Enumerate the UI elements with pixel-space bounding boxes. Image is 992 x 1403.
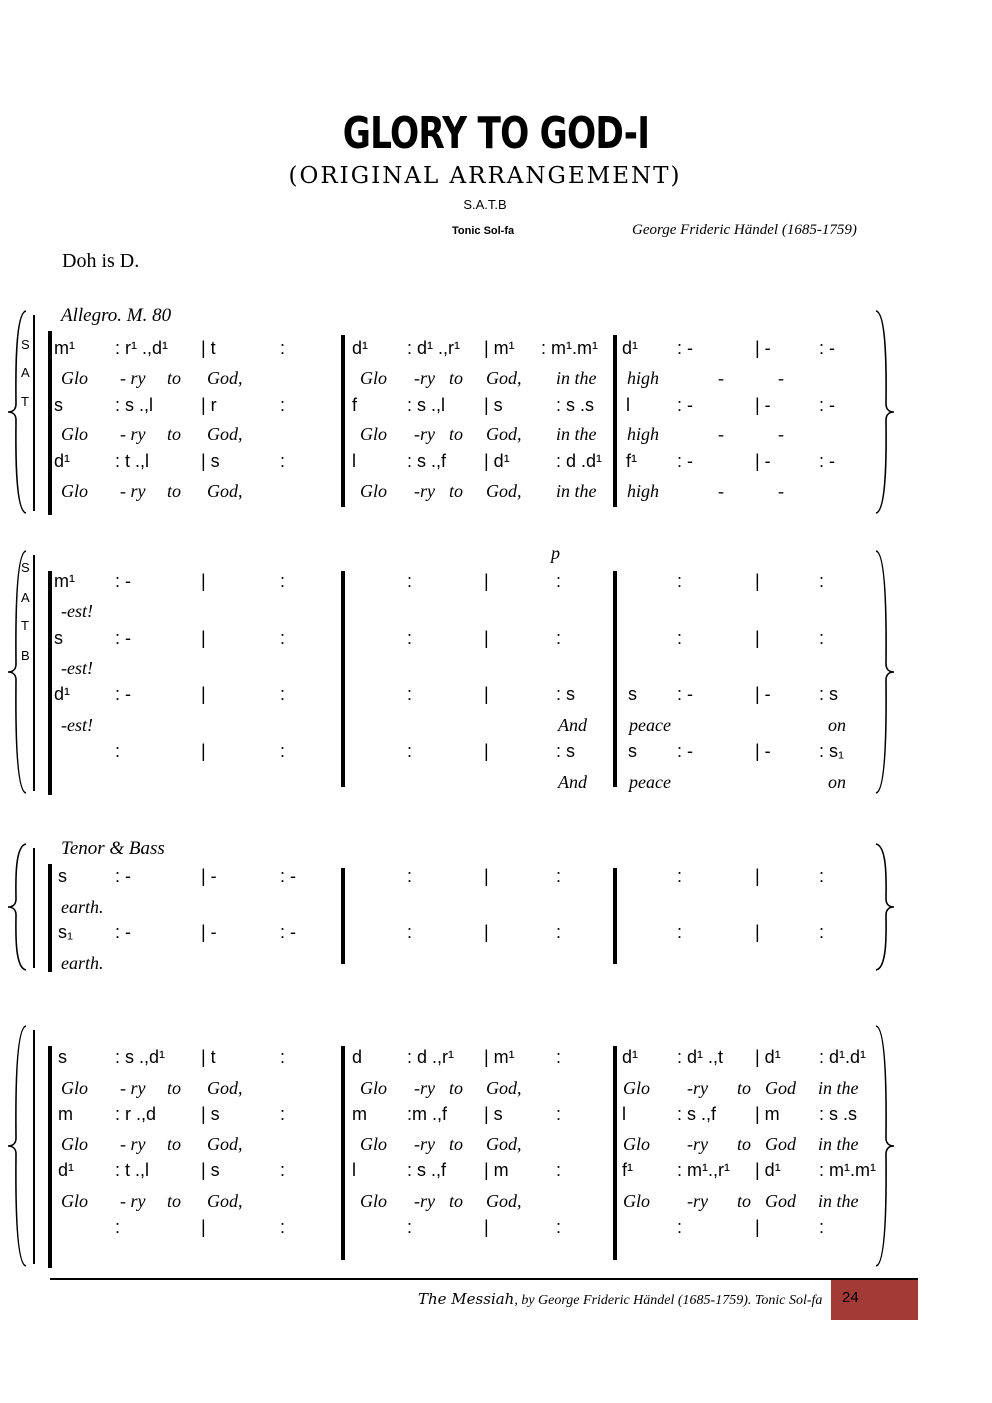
lyric-syllable: to bbox=[167, 481, 182, 501]
lyric-syllable: to bbox=[167, 1134, 182, 1154]
solfa-note: : bbox=[677, 571, 683, 591]
lyric-syllable: to bbox=[167, 1191, 182, 1211]
arrangement-subtitle: (ORIGINAL ARRANGEMENT) bbox=[288, 163, 682, 189]
solfa-note: | bbox=[755, 1217, 760, 1237]
solfa-note: : r¹ .,d¹ bbox=[115, 338, 168, 358]
solfa-note: | s bbox=[201, 1160, 220, 1180]
solfa-note: : d¹ .,t bbox=[677, 1047, 724, 1067]
solfa-note: | - bbox=[201, 922, 217, 942]
lyric-syllable: - ry bbox=[120, 424, 146, 444]
tempo-marking: Tenor & Bass bbox=[61, 838, 165, 859]
solfa-note: : bbox=[115, 1217, 121, 1237]
lyric-syllable: to bbox=[167, 1078, 182, 1098]
right-brace bbox=[874, 549, 896, 795]
solfa-note: : - bbox=[677, 451, 693, 471]
solfa-note: l bbox=[352, 451, 356, 471]
voice-letter: S bbox=[21, 337, 30, 352]
lyric-syllable: to bbox=[449, 481, 464, 501]
solfa-note: : bbox=[819, 571, 825, 591]
solfa-note: : bbox=[280, 628, 286, 648]
lyric-syllable: - ry bbox=[120, 1134, 146, 1154]
lyric-syllable: God bbox=[765, 1191, 796, 1211]
lyric-syllable: to bbox=[449, 1191, 464, 1211]
solfa-note: | - bbox=[755, 451, 771, 471]
solfa-note: | - bbox=[755, 684, 771, 704]
solfa-note: | d¹ bbox=[755, 1160, 781, 1180]
lyric-syllable: God, bbox=[207, 1134, 243, 1154]
dynamic-marking: p bbox=[551, 543, 560, 563]
solfa-note: : bbox=[819, 866, 825, 886]
lyric-syllable: in the bbox=[818, 1191, 859, 1211]
solfa-note: d¹ bbox=[622, 1047, 639, 1067]
lyric-syllable: God bbox=[765, 1134, 796, 1154]
solfa-note: : bbox=[556, 1217, 562, 1237]
solfa-note: : bbox=[819, 628, 825, 648]
lyric-syllable: - ry bbox=[120, 368, 146, 388]
solfa-note: s₁ bbox=[58, 922, 74, 942]
lyric-syllable: Glo bbox=[623, 1134, 650, 1154]
solfa-note: : bbox=[819, 922, 825, 942]
lyric-syllable: God, bbox=[207, 368, 243, 388]
solfa-note: : m¹.,r¹ bbox=[677, 1160, 730, 1180]
source-title: The Messiah bbox=[418, 1290, 515, 1308]
solfa-note: : m¹.m¹ bbox=[541, 338, 598, 358]
solfa-note: : bbox=[556, 1104, 562, 1124]
solfa-note: | bbox=[201, 571, 206, 591]
lyric-syllable: Glo bbox=[61, 481, 88, 501]
right-brace bbox=[874, 842, 896, 972]
bar-line bbox=[613, 335, 617, 507]
tempo-marking: Allegro. M. 80 bbox=[61, 305, 172, 326]
lyric-syllable: Glo bbox=[61, 1191, 88, 1211]
solfa-note: d¹ bbox=[54, 451, 71, 471]
solfa-note: l bbox=[626, 395, 630, 415]
lyric-syllable: - bbox=[778, 481, 784, 501]
solfa-note: s bbox=[58, 1047, 67, 1067]
solfa-note: s bbox=[54, 628, 63, 648]
solfa-note: : - bbox=[280, 866, 296, 886]
solfa-note: | m¹ bbox=[484, 338, 515, 358]
solfa-note: | bbox=[755, 571, 760, 591]
lyric-syllable: -ry bbox=[414, 1191, 435, 1211]
lyric-syllable: Glo bbox=[360, 424, 387, 444]
lyric-syllable: -ry bbox=[687, 1078, 708, 1098]
solfa-note: : bbox=[115, 741, 121, 761]
lyric-syllable: And bbox=[558, 715, 587, 735]
system-start-line bbox=[33, 555, 35, 791]
solfa-note: | d¹ bbox=[484, 451, 510, 471]
solfa-note: s bbox=[628, 684, 637, 704]
solfa-note: | bbox=[484, 1217, 489, 1237]
lyric-syllable: -ry bbox=[687, 1191, 708, 1211]
lyric-syllable: peace bbox=[629, 715, 671, 735]
solfa-note: | d¹ bbox=[755, 1047, 781, 1067]
lyric-syllable: -ry bbox=[414, 368, 435, 388]
solfa-note: : - bbox=[115, 866, 131, 886]
solfa-note: | - bbox=[755, 395, 771, 415]
solfa-note: : bbox=[407, 1217, 413, 1237]
lyric-syllable: God, bbox=[486, 1191, 522, 1211]
solfa-note: : s .,l bbox=[115, 395, 154, 415]
lyric-syllable: Glo bbox=[61, 368, 88, 388]
solfa-note: d¹ bbox=[58, 1160, 75, 1180]
solfa-note: : - bbox=[677, 395, 693, 415]
solfa-note: : bbox=[407, 571, 413, 591]
lyric-syllable: on bbox=[828, 772, 846, 792]
solfa-note: : bbox=[407, 866, 413, 886]
lyric-syllable: to bbox=[449, 368, 464, 388]
solfa-note: d¹ bbox=[352, 338, 369, 358]
solfa-note: : s .,d¹ bbox=[115, 1047, 166, 1067]
solfa-note: : bbox=[556, 922, 562, 942]
solfa-note: | bbox=[484, 628, 489, 648]
lyric-syllable: God, bbox=[207, 481, 243, 501]
solfa-note: : - bbox=[115, 684, 131, 704]
solfa-note: : bbox=[407, 684, 413, 704]
voice-letter: T bbox=[21, 394, 29, 409]
system-start-line bbox=[33, 315, 35, 511]
solfa-note: d¹ bbox=[622, 338, 639, 358]
voicing-label: S.A.T.B bbox=[463, 197, 507, 212]
voice-letter: A bbox=[21, 590, 30, 605]
lyric-syllable: to bbox=[167, 424, 182, 444]
right-brace bbox=[874, 309, 896, 515]
lyric-syllable: in the bbox=[556, 481, 597, 501]
solfa-note: : bbox=[280, 1047, 286, 1067]
solfa-note: | m¹ bbox=[484, 1047, 515, 1067]
solfa-note: d bbox=[352, 1047, 363, 1067]
system-start-line bbox=[33, 1030, 35, 1264]
solfa-note: | bbox=[484, 866, 489, 886]
footer-source bbox=[418, 1290, 822, 1309]
solfa-note: | s bbox=[201, 451, 220, 471]
lyric-syllable: Glo bbox=[61, 1078, 88, 1098]
lyric-syllable: God, bbox=[486, 368, 522, 388]
solfa-note: | bbox=[201, 684, 206, 704]
solfa-note: f¹ bbox=[622, 1160, 633, 1180]
lyric-syllable: - bbox=[718, 424, 724, 444]
lyric-syllable: God, bbox=[486, 1078, 522, 1098]
lyric-syllable: Glo bbox=[623, 1191, 650, 1211]
lyric-syllable: high bbox=[627, 368, 660, 388]
solfa-note: : bbox=[407, 741, 413, 761]
solfa-note: : bbox=[677, 922, 683, 942]
solfa-note: : - bbox=[677, 684, 693, 704]
lyric-syllable: God, bbox=[207, 1191, 243, 1211]
system-start-line bbox=[33, 848, 35, 968]
lyric-syllable: - bbox=[718, 481, 724, 501]
lyric-syllable: Glo bbox=[623, 1078, 650, 1098]
lyric-syllable: -ry bbox=[414, 1078, 435, 1098]
solfa-note: | - bbox=[201, 866, 217, 886]
solfa-note: : bbox=[407, 922, 413, 942]
lyric-syllable: God bbox=[765, 1078, 796, 1098]
voice-letter: T bbox=[21, 618, 29, 633]
bar-line bbox=[341, 868, 345, 964]
solfa-note: : d .d¹ bbox=[556, 451, 603, 471]
lyric-syllable: Glo bbox=[360, 1078, 387, 1098]
solfa-note: : s .s bbox=[819, 1104, 858, 1124]
solfa-note: : d¹.d¹ bbox=[819, 1047, 867, 1067]
left-brace bbox=[6, 842, 28, 972]
solfa-note: : r .,d bbox=[115, 1104, 157, 1124]
solfa-note: : t .,l bbox=[115, 1160, 150, 1180]
solfa-note: | bbox=[755, 866, 760, 886]
solfa-note: | r bbox=[201, 395, 217, 415]
page-number: 24 bbox=[842, 1289, 859, 1306]
solfa-note: | bbox=[484, 922, 489, 942]
solfa-note: : bbox=[280, 571, 286, 591]
left-brace bbox=[6, 1024, 28, 1268]
solfa-note: : - bbox=[819, 395, 835, 415]
lyric-syllable: Glo bbox=[360, 481, 387, 501]
composer-credit: George Frideric Händel (1685-1759) bbox=[632, 222, 857, 238]
bar-line bbox=[48, 331, 52, 515]
bar-line bbox=[613, 868, 617, 964]
lyric-syllable: in the bbox=[818, 1078, 859, 1098]
solfa-note: : bbox=[819, 1217, 825, 1237]
bar-line bbox=[341, 335, 345, 507]
lyric-syllable: to bbox=[737, 1078, 752, 1098]
lyric-syllable: God, bbox=[486, 481, 522, 501]
solfa-note: : - bbox=[115, 571, 131, 591]
lyric-syllable: God, bbox=[486, 424, 522, 444]
solfa-note: : bbox=[280, 741, 286, 761]
lyric-syllable: earth. bbox=[61, 897, 104, 917]
solfa-note: : - bbox=[819, 338, 835, 358]
solfa-note: : - bbox=[677, 338, 693, 358]
voice-letter: A bbox=[21, 365, 30, 380]
solfa-note: : s .s bbox=[556, 395, 595, 415]
lyric-syllable: -est! bbox=[61, 715, 93, 735]
solfa-note: | bbox=[755, 628, 760, 648]
solfa-note: : - bbox=[819, 451, 835, 471]
bar-line bbox=[48, 571, 52, 795]
solfa-note: : - bbox=[115, 922, 131, 942]
solfa-note: : bbox=[556, 628, 562, 648]
solfa-note: : bbox=[280, 395, 286, 415]
solfa-note: : bbox=[280, 684, 286, 704]
lyric-syllable: high bbox=[627, 424, 660, 444]
bar-line bbox=[341, 1046, 345, 1260]
lyric-syllable: God, bbox=[207, 424, 243, 444]
solfa-note: | bbox=[484, 741, 489, 761]
solfa-note: | m bbox=[755, 1104, 780, 1124]
lyric-syllable: -ry bbox=[414, 1134, 435, 1154]
solfa-note: : bbox=[280, 338, 286, 358]
solfa-note: : bbox=[556, 1047, 562, 1067]
lyric-syllable: And bbox=[558, 772, 587, 792]
solfa-note: | t bbox=[201, 338, 216, 358]
solfa-note: | bbox=[201, 628, 206, 648]
left-brace bbox=[6, 549, 28, 795]
solfa-note: : - bbox=[115, 628, 131, 648]
solfa-note: | t bbox=[201, 1047, 216, 1067]
solfa-note: m bbox=[352, 1104, 367, 1124]
solfa-note: : s .,f bbox=[677, 1104, 717, 1124]
solfa-note: : bbox=[280, 1160, 286, 1180]
solfa-note: | bbox=[201, 741, 206, 761]
solfa-note: : bbox=[677, 866, 683, 886]
lyric-syllable: in the bbox=[556, 424, 597, 444]
solfa-note: : s .,f bbox=[407, 451, 447, 471]
lyric-syllable: to bbox=[449, 1078, 464, 1098]
voice-letter: S bbox=[21, 560, 30, 575]
solfa-note: : t .,l bbox=[115, 451, 150, 471]
lyric-syllable: to bbox=[449, 424, 464, 444]
solfa-note: f¹ bbox=[626, 451, 637, 471]
solfa-note: | s bbox=[484, 1104, 503, 1124]
lyric-syllable: God, bbox=[207, 1078, 243, 1098]
lyric-syllable: Glo bbox=[360, 1191, 387, 1211]
lyric-syllable: peace bbox=[629, 772, 671, 792]
right-brace bbox=[874, 1024, 896, 1268]
solfa-note: m¹ bbox=[54, 571, 75, 591]
solfa-note: : s .,f bbox=[407, 1160, 447, 1180]
solfa-note: : bbox=[556, 866, 562, 886]
solfa-note: : m¹.m¹ bbox=[819, 1160, 876, 1180]
lyric-syllable: -ry bbox=[414, 424, 435, 444]
solfa-note: s bbox=[54, 395, 63, 415]
solfa-note: : d¹ .,r¹ bbox=[407, 338, 460, 358]
solfa-note: s bbox=[628, 741, 637, 761]
solfa-note: : s bbox=[819, 684, 839, 704]
solfa-note: : - bbox=[280, 922, 296, 942]
key-signature: Doh is D. bbox=[62, 250, 140, 272]
solfa-note: | bbox=[484, 684, 489, 704]
lyric-syllable: Glo bbox=[360, 368, 387, 388]
lyric-syllable: in the bbox=[818, 1134, 859, 1154]
solfa-note: | m bbox=[484, 1160, 509, 1180]
lyric-syllable: - bbox=[778, 368, 784, 388]
lyric-syllable: Glo bbox=[360, 1134, 387, 1154]
solfa-note: : - bbox=[677, 741, 693, 761]
solfa-note: :m .,f bbox=[407, 1104, 447, 1124]
lyric-syllable: Glo bbox=[61, 424, 88, 444]
solfa-note: : bbox=[280, 451, 286, 471]
solfa-note: m¹ bbox=[54, 338, 75, 358]
lyric-syllable: in the bbox=[556, 368, 597, 388]
solfa-note: l bbox=[622, 1104, 626, 1124]
solfa-note: s bbox=[58, 866, 67, 886]
lyric-syllable: God, bbox=[486, 1134, 522, 1154]
solfa-note: | bbox=[201, 1217, 206, 1237]
lyric-syllable: - ry bbox=[120, 1191, 146, 1211]
lyric-syllable: - ry bbox=[120, 1078, 146, 1098]
lyric-syllable: earth. bbox=[61, 953, 104, 973]
bar-line bbox=[48, 1046, 52, 1268]
voice-letter: B bbox=[21, 648, 30, 663]
lyric-syllable: -ry bbox=[687, 1134, 708, 1154]
lyric-syllable: to bbox=[737, 1134, 752, 1154]
solfa-note: f bbox=[352, 395, 358, 415]
lyric-syllable: on bbox=[828, 715, 846, 735]
lyric-syllable: to bbox=[449, 1134, 464, 1154]
lyric-syllable: -est! bbox=[61, 601, 93, 621]
solfa-note: : bbox=[280, 1104, 286, 1124]
lyric-syllable: - bbox=[778, 424, 784, 444]
solfa-note: | bbox=[484, 571, 489, 591]
song-title: GLORY TO GOD-I bbox=[342, 108, 650, 159]
footer-rule bbox=[50, 1278, 918, 1280]
solfa-note: : s bbox=[556, 684, 576, 704]
solfa-note: | - bbox=[755, 741, 771, 761]
lyric-syllable: to bbox=[737, 1191, 752, 1211]
solfa-note: : bbox=[280, 1217, 286, 1237]
solfa-note: : d .,r¹ bbox=[407, 1047, 455, 1067]
solfa-note: | s bbox=[201, 1104, 220, 1124]
lyric-syllable: Glo bbox=[61, 1134, 88, 1154]
lyric-syllable: - bbox=[718, 368, 724, 388]
notation-label: Tonic Sol-fa bbox=[452, 225, 515, 237]
solfa-note: l bbox=[352, 1160, 356, 1180]
solfa-note: | bbox=[755, 922, 760, 942]
solfa-note: d¹ bbox=[54, 684, 71, 704]
solfa-note: : s₁ bbox=[819, 741, 845, 761]
solfa-note: m bbox=[58, 1104, 73, 1124]
lyric-syllable: high bbox=[627, 481, 660, 501]
solfa-note: : s .,l bbox=[407, 395, 446, 415]
solfa-note: : bbox=[677, 1217, 683, 1237]
solfa-note: | s bbox=[484, 395, 503, 415]
lyric-syllable: -est! bbox=[61, 658, 93, 678]
solfa-note: : bbox=[677, 628, 683, 648]
bar-line bbox=[48, 864, 52, 972]
source-credit: , by George Frideric Händel (1685-1759). Tonic Sol-fa bbox=[514, 1293, 823, 1308]
bar-line bbox=[613, 1046, 617, 1260]
solfa-note: : bbox=[407, 628, 413, 648]
lyric-syllable: to bbox=[167, 368, 182, 388]
solfa-note: : bbox=[556, 1160, 562, 1180]
bar-line bbox=[341, 571, 345, 787]
solfa-note: : bbox=[556, 571, 562, 591]
solfa-note: : s bbox=[556, 741, 576, 761]
solfa-note: | - bbox=[755, 338, 771, 358]
lyric-syllable: - ry bbox=[120, 481, 146, 501]
bar-line bbox=[613, 571, 617, 787]
lyric-syllable: -ry bbox=[414, 481, 435, 501]
